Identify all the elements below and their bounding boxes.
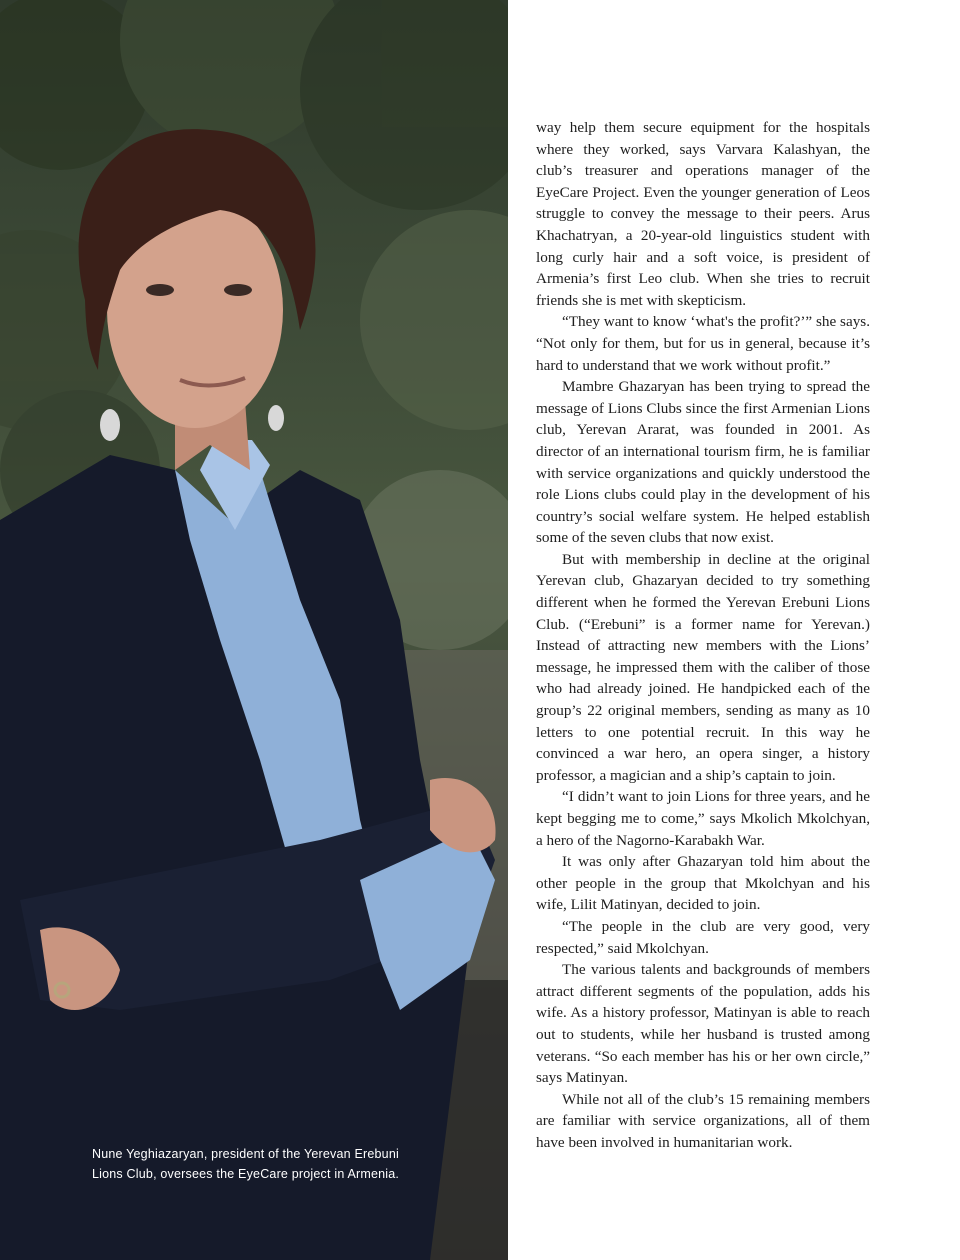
article-paragraph: But with membership in decline at the original Yerevan club, Ghazaryan decided to try something different when he formed the Yerevan Erebuni Lions Club. (“Erebuni” is a former name for Yerevan.) Instead of attracting new members with the Lions’ message, he impressed them with the caliber of those who had already joined. He handpicked each of the group’s 22 original members, sending as many as 10 letters to one potential recruit. In this way he convinced a war hero, an opera singer, a history professor, a magician and a ship’s captain to join. xyxy=(536,550,870,784)
photo-caption: Nune Yeghiazaryan, president of the Yerevan Erebuni Lions Club, oversees the EyeCare project in Armenia. xyxy=(92,1147,400,1181)
article-paragraph: way help them secure equipment for the hospitals where they worked, says Varvara Kalashyan, the club’s treasurer and operations manager of the EyeCare Project. Even the younger generation of Leos struggle to convey the message to their peers. Arus Khachatryan, a 20-year-old linguistics student with long curly hair and a soft voice, is president of Armenia’s first Leo club. When she tries to recruit friends she is met with skepticism. xyxy=(536,119,870,309)
article-paragraph: Mambre Ghazaryan has been trying to spread the message of Lions Clubs since the first Armenian Lions club, Yerevan Ararat, was founded in 2001. As director of an international tourism firm, he is familiar with service organizations and quickly understood the role Lions clubs could play in the development of his country’s social welfare system. He helped establish some of the seven clubs that now exist. xyxy=(536,378,870,547)
article-paragraph: “The people in the club are very good, very respected,” said Mkolchyan. xyxy=(536,917,870,957)
article-paragraph: While not all of the club’s 15 remaining members are familiar with service organizations, all of them have been involved in humanitarian work. xyxy=(536,1090,870,1151)
article-paragraph: It was only after Ghazaryan told him about the other people in the group that Mkolchyan and his wife, Lilit Matinyan, decided to join. xyxy=(536,853,870,914)
article-paragraph: “I didn’t want to join Lions for three years, and he kept begging me to come,” says Mkolich Mkolchyan, a hero of the Nagorno-Karabakh War. xyxy=(536,788,870,849)
article-paragraph: “They want to know ‘what's the profit?’” she says. “Not only for them, but for us in general, because it’s hard to understand that we work without profit.” xyxy=(536,313,870,374)
article-paragraph: The various talents and backgrounds of members attract different segments of the population, adds his wife. As a history professor, Matinyan is able to reach out to students, while her husband is trusted among veterans. “So each member has his or her own circle,” says Matinyan. xyxy=(536,961,870,1087)
article-body xyxy=(536,117,870,1154)
